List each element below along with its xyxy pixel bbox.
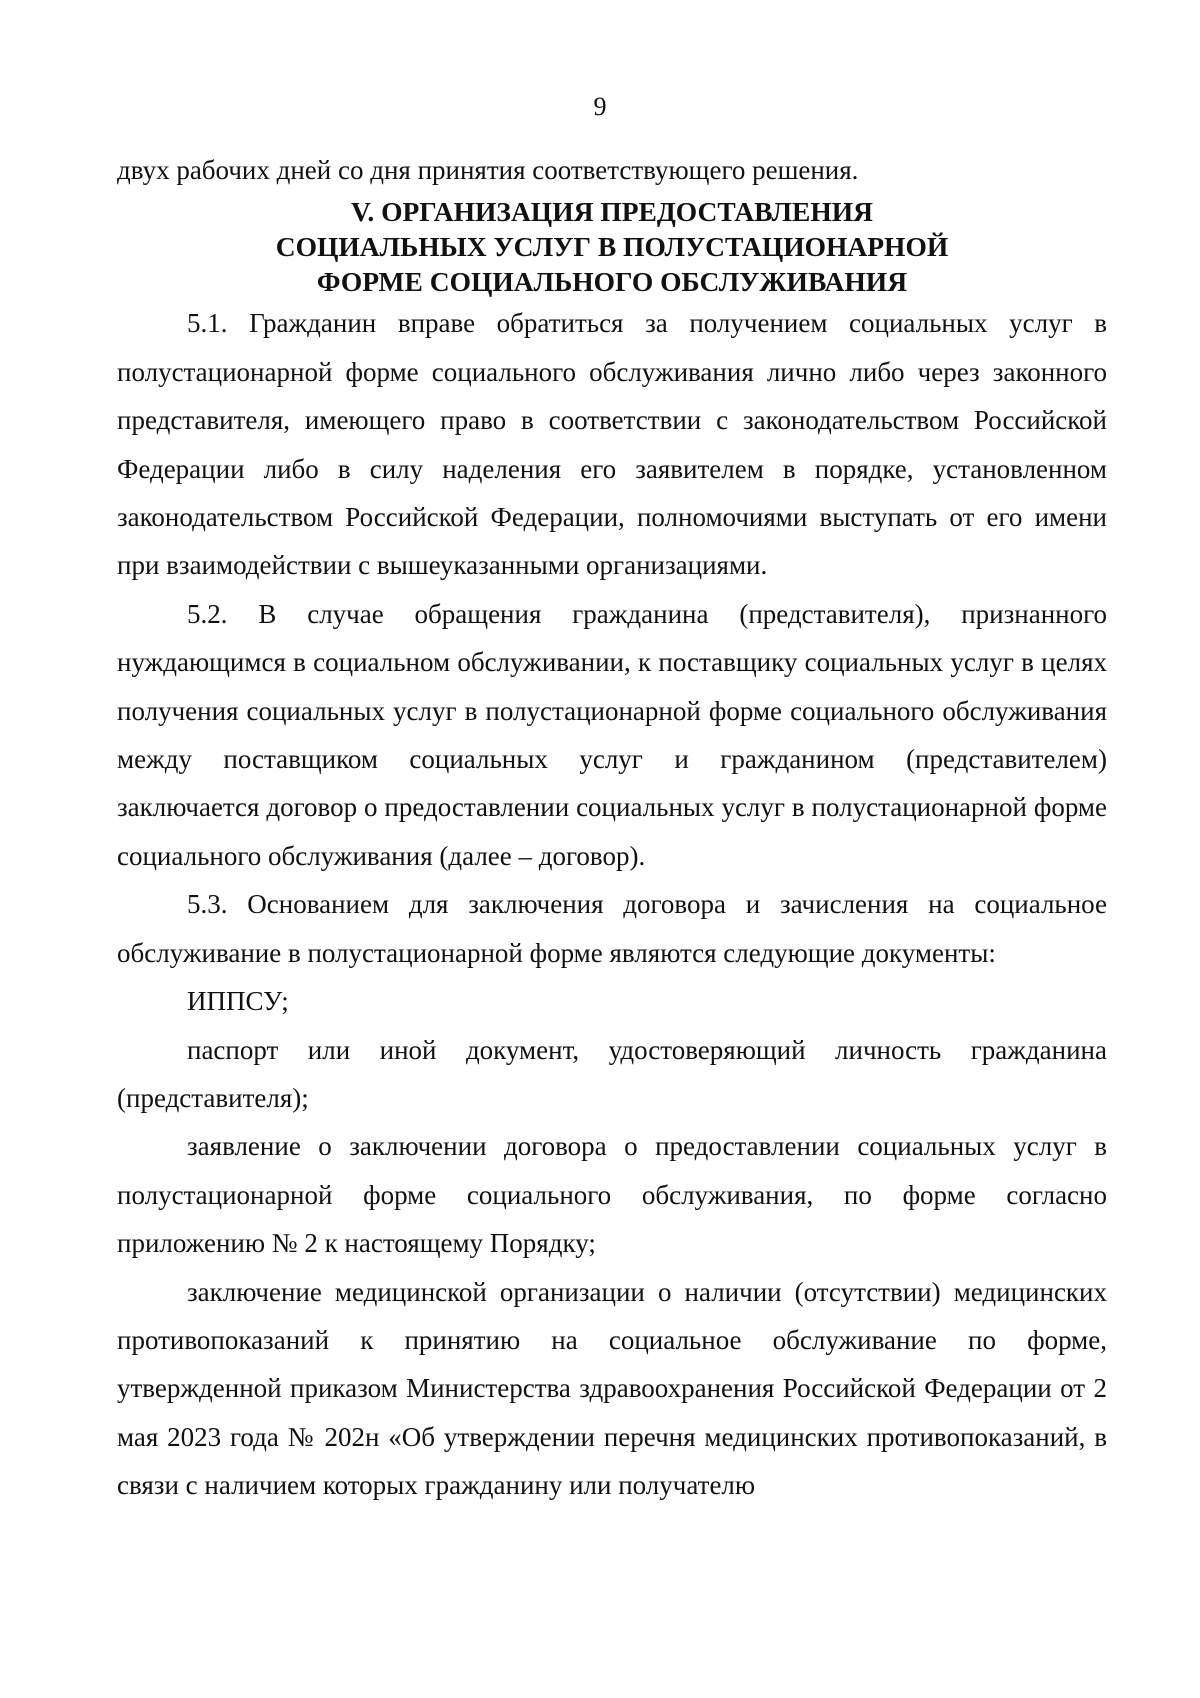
list-item-application: заявление о заключении договора о предоставлении социальных услуг в полустационарной форме социального обслуживания, по форме согласно приложению № 2 к настоящему Порядку; [117,1131,1107,1259]
paragraph-5-1: 5.1. Гражданин вправе обратиться за получением социальных услуг в полустационарной форме социального обслуживания лично либо через законного представителя, имеющего право в соответствии с законодательством Российской Федерации либо в силу наделения его заявителем в порядке, установленном законодательством Российской Федерации, полномочиями выступать от его имени при взаимодействии с вышеуказанными организациями. [117,308,1107,581]
list-item-passport: паспорт или иной документ, удостоверяющий личность гражданина (представителя); [117,1034,1107,1113]
list-item-ippsu: ИППСУ; [187,986,289,1017]
section-heading-line: СОЦИАЛЬНЫХ УСЛУГ В ПОЛУСТАЦИОНАРНОЙ [275,231,949,263]
section-heading [117,194,1107,299]
list-item-medical-conclusion: заключение медицинской организации о наличии (отсутствии) медицинских противопоказаний к принятию на социальное обслуживание по форме, утвержденной приказом Министерства здравоохранения Российской Федерации от 2 мая 2023 года № 202н «Об утверждении перечня медицинских противопоказаний, в связи с наличием которых гражданину или получателю [117,1276,1107,1501]
paragraph-5-2: 5.2. В случае обращения гражданина (представителя), признанного нуждающимся в социальном обслуживании, к поставщику социальных услуг в целях получения социальных услуг в полустационарной форме социального обслуживания между поставщиком социальных услуг и гражданином (представителем) заключается договор о предоставлении социальных услуг в полустационарной форме социального обслуживания (далее – договор). [117,598,1107,871]
carry-over-paragraph: двух рабочих дней со дня принятия соответствующего решения. [117,155,859,185]
page-number: 9 [593,92,607,121]
section-heading-line: V. ОРГАНИЗАЦИЯ ПРЕДОСТАВЛЕНИЯ [351,196,873,228]
section-heading-line: ФОРМЕ СОЦИАЛЬНОГО ОБСЛУЖИВАНИЯ [316,266,908,298]
document-body [117,146,1107,1510]
paragraph-5-3: 5.3. Основанием для заключения договора и зачисления на социальное обслуживание в полустационарной форме являются следующие документы: [117,889,1107,968]
